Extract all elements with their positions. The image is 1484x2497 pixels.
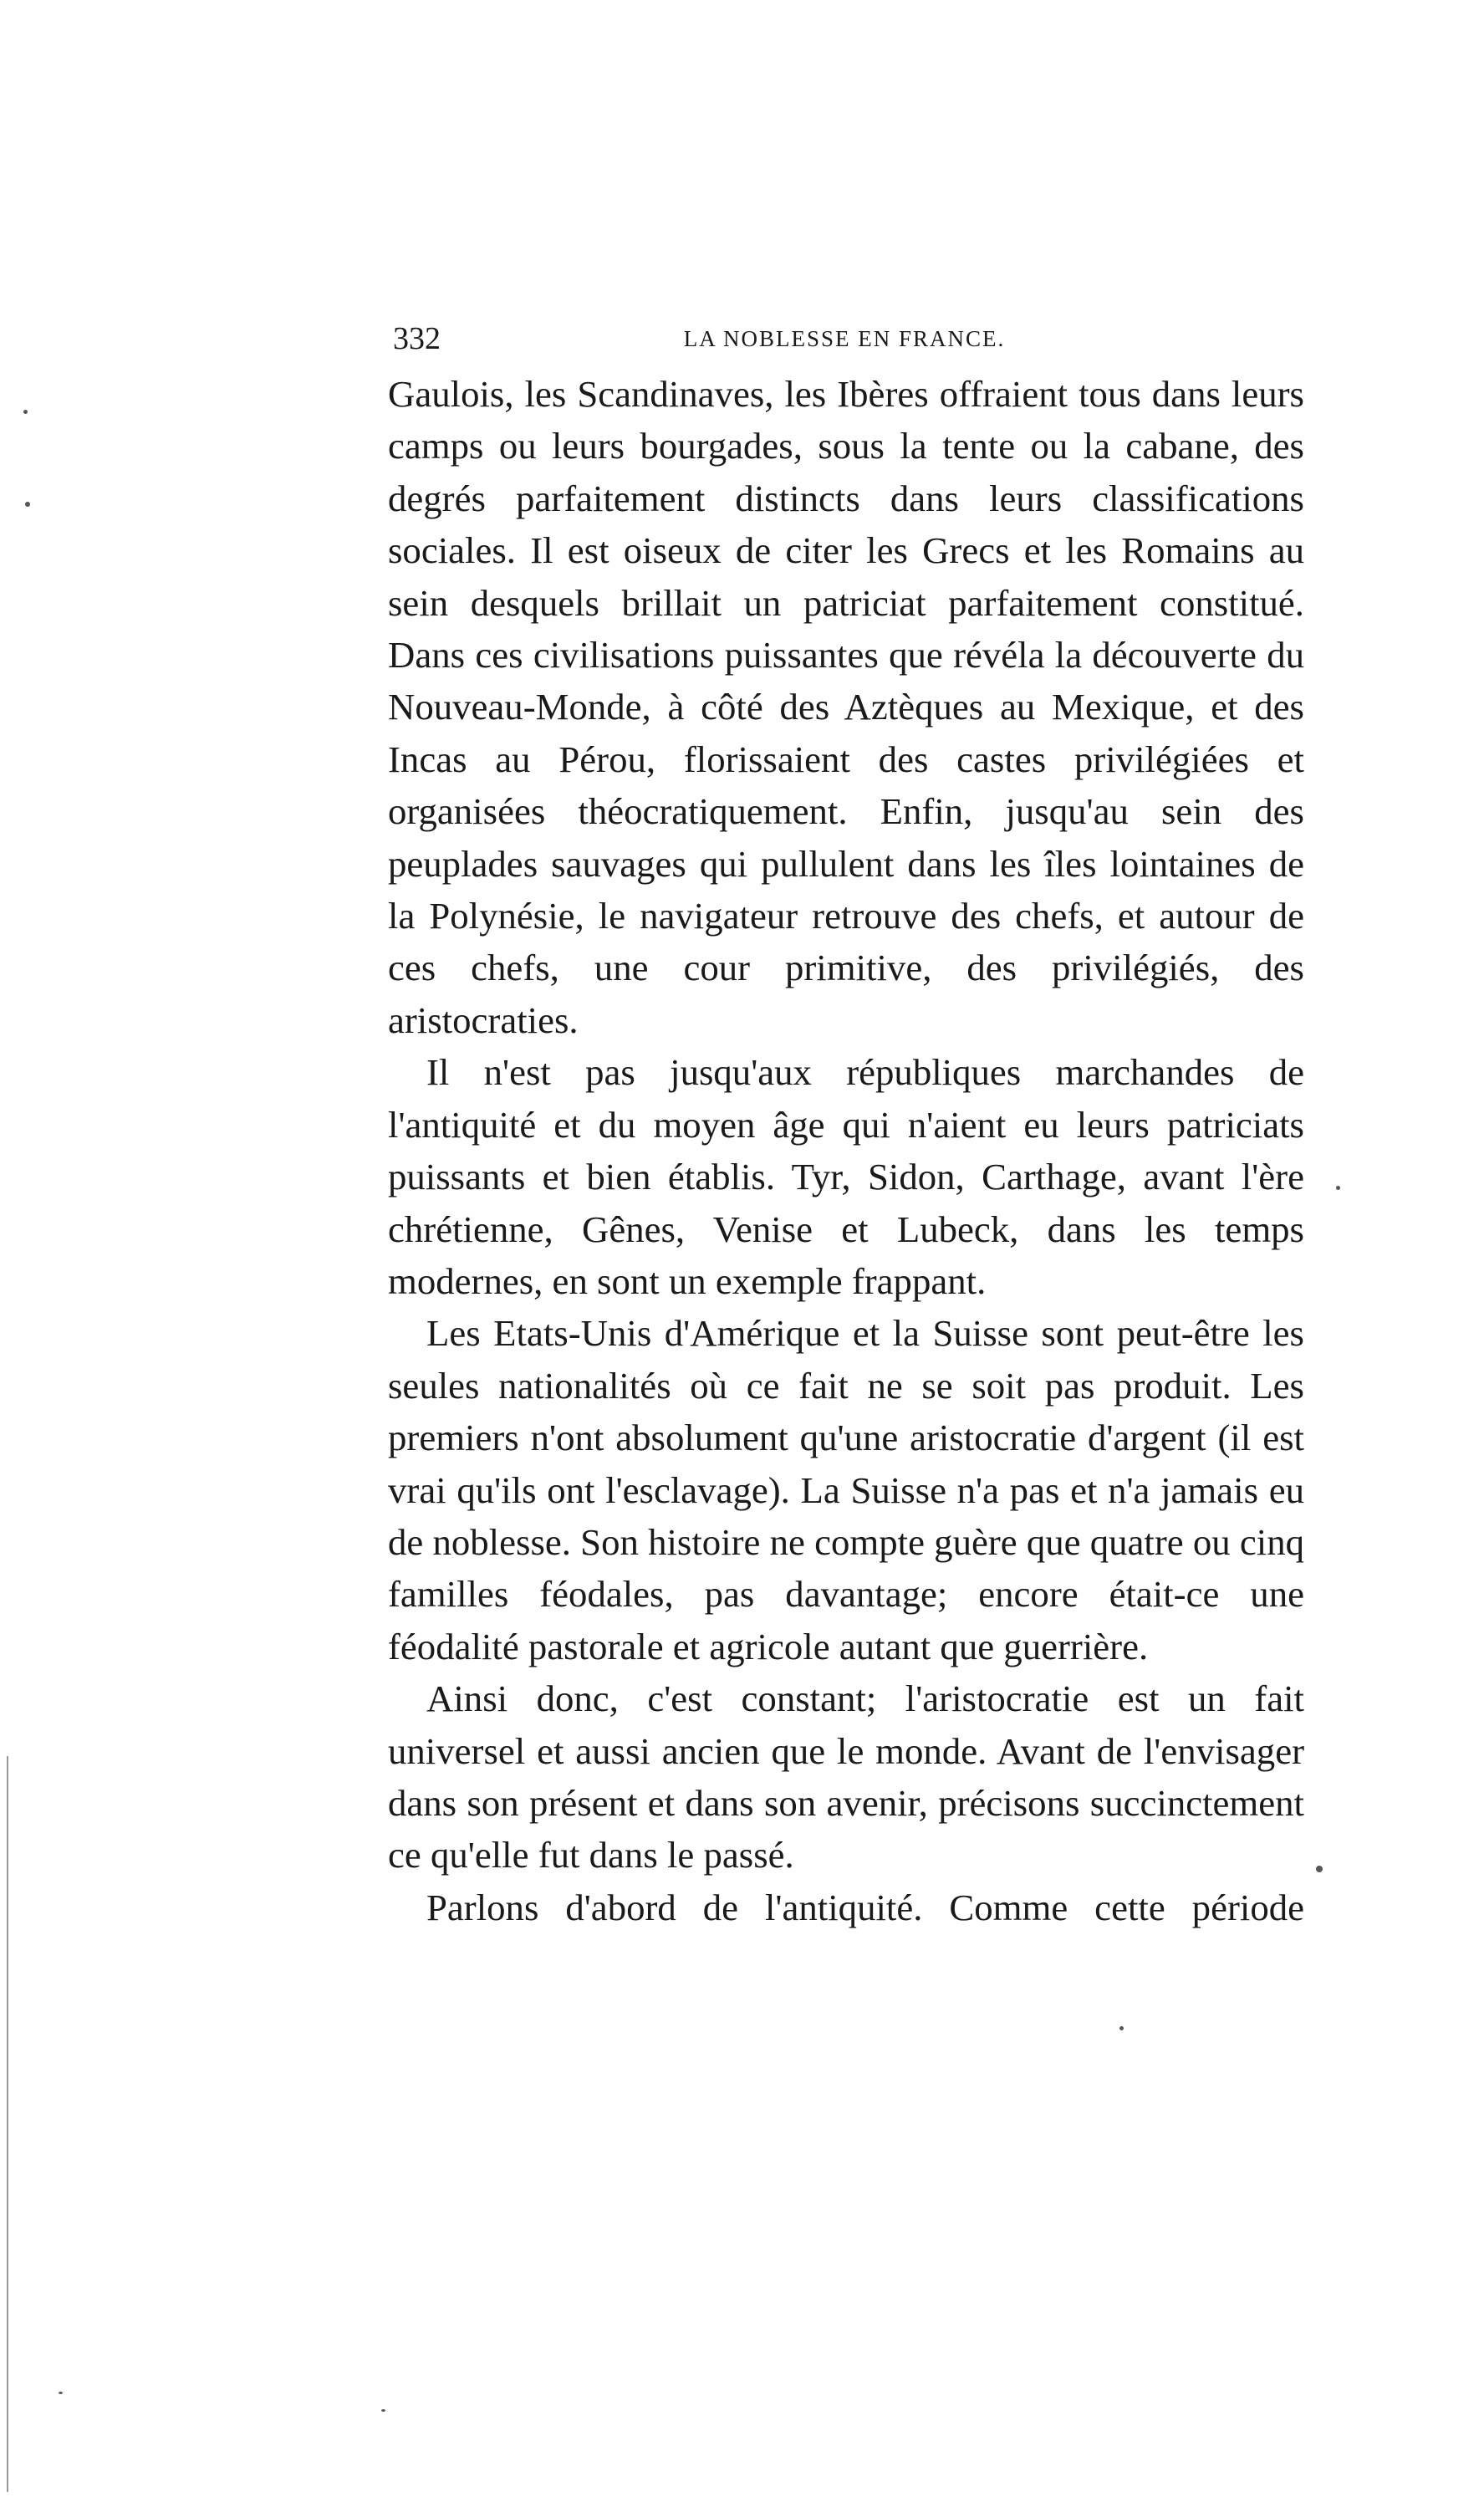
running-head: [393, 318, 1296, 360]
scan-speck: [1316, 1866, 1323, 1872]
paragraph: Gaulois, les Scandinaves, les Ibères offraient tous dans leurs camps ou leurs bourgades, sous la tente ou la cabane, des degrés parfaitement distincts dans leurs classifications sociales. Il est oiseux de citer les Grecs et les Romains au sein desquels brillait un patriciat parfaitement constitué. Dans ces civilisations puissantes que révéla la découverte du Nouveau-Monde, à côté des Aztèques au Mexique, et des Incas au Pérou, florissaient des castes privilégiées et organisées théocratiquement. Enfin, jusqu'au sein des peuplades sauvages qui pullulent dans les îles lointaines de la Polynésie, le navigateur retrouve des chefs, et autour de ces chefs, une cour primitive, des privilégiés, des aristocraties.: [388, 373, 1304, 1041]
page-number: 332: [393, 321, 441, 356]
scan-speck: [23, 410, 28, 414]
scan-speck: [1336, 1186, 1340, 1190]
scan-margin-rule: [7, 1756, 8, 2492]
paragraph: Les Etats-Unis d'Amérique et la Suisse sont peut-être les seules nationalités où ce fait ne se soit pas produit. Les premiers n'ont absolument qu'une aristocratie d'argent (il est vrai qu'ils ont l'esclavage). La Suisse n'a pas et n'a jamais eu de noblesse. Son histoire ne compte guère que quatre ou cinq familles féodales, pas davantage; encore était-ce une féodalité pastorale et agricole autant que guerrière.: [388, 1312, 1304, 1667]
scan-speck: [25, 502, 30, 507]
paragraph: Il n'est pas jusqu'aux républiques marchandes de l'antiquité et du moyen âge qui n'aient eu leurs patriciats puissants et bien établis. Tyr, Sidon, Carthage, avant l'ère chrétienne, Gênes, Venise et Lubeck, dans les temps modernes, en sont un exemple frappant.: [388, 1051, 1304, 1302]
scan-speck: [59, 2392, 63, 2394]
body-text: [388, 368, 1304, 1933]
scan-speck: [381, 2409, 385, 2412]
scan-speck: [1119, 2026, 1124, 2030]
paragraph: Ainsi donc, c'est constant; l'aristocratie est un fait universel et aussi ancien que le monde. Avant de l'envisager dans son présent et dans son avenir, précisons succinctement ce qu'elle fut dans le passé.: [388, 1677, 1304, 1877]
running-title: LA NOBLESSE EN FRANCE.: [683, 326, 1006, 351]
paragraph: Parlons d'abord de l'antiquité. Comme cette période: [426, 1886, 1304, 1928]
